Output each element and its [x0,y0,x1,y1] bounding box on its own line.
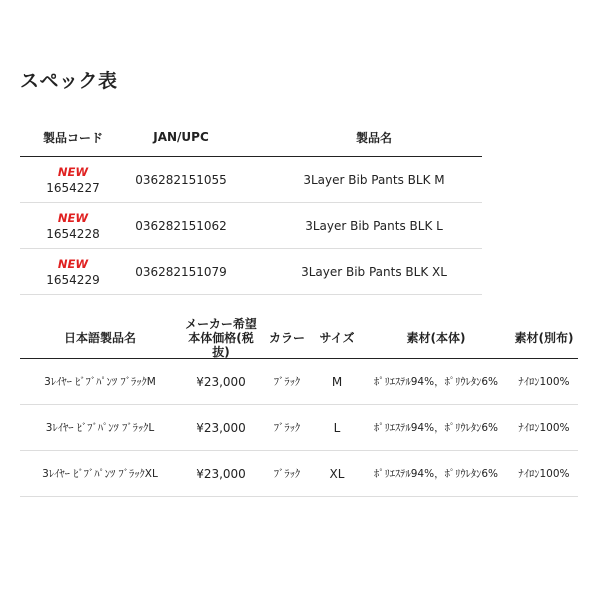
jp-product-name: 3ﾚｲﾔｰ ﾋﾞﾌﾞﾊﾟﾝﾂ ﾌﾞﾗｯｸL [45,422,155,434]
page-title: スペック表 [20,70,118,92]
product-code-table [20,118,482,295]
header-material-other: 素材(別布) [514,331,574,345]
jp-product-name: 3ﾚｲﾔｰ ﾋﾞﾌﾞﾊﾟﾝﾂ ﾌﾞﾗｯｸXL [42,468,158,480]
product-code-cell [20,256,126,288]
header-color: カラー [268,331,305,345]
table-row [20,405,578,451]
color: ﾌﾞﾗｯｸ [273,468,301,480]
new-badge: NEW [57,210,89,225]
material-main: ﾎﾟﾘｴｽﾃﾙ94%，ﾎﾟﾘｳﾚﾀﾝ6% [374,468,498,480]
color: ﾌﾞﾗｯｸ [273,376,301,388]
color: ﾌﾞﾗｯｸ [273,422,301,434]
header-jan-upc: JAN/UPC [153,130,209,144]
jan-code: 036282151062 [135,218,227,233]
header-product-name: 製品名 [355,130,392,145]
header-price-line1: メーカー希望 [185,317,257,331]
price: ¥23,000 [196,420,246,435]
size: L [333,420,341,435]
jan-code: 036282151079 [135,264,227,279]
product-code: 1654229 [46,272,100,287]
product-code-cell [20,210,126,242]
material-main: ﾎﾟﾘｴｽﾃﾙ94%，ﾎﾟﾘｳﾚﾀﾝ6% [374,376,498,388]
price: ¥23,000 [196,466,246,481]
product-code: 1654227 [46,180,100,195]
new-badge: NEW [57,256,89,271]
table-row [20,203,482,249]
material-other: ﾅｲﾛﾝ100% [518,468,570,480]
header-price-line2: 本体価格(税抜) [188,331,254,359]
material-other: ﾅｲﾛﾝ100% [518,422,570,434]
product-name: 3Layer Bib Pants BLK L [305,218,443,233]
table-header [20,318,578,359]
jp-product-name: 3ﾚｲﾔｰ ﾋﾞﾌﾞﾊﾟﾝﾂ ﾌﾞﾗｯｸM [44,376,156,388]
header-material-main: 素材(本体) [406,331,466,345]
header-price [180,317,262,359]
new-badge: NEW [57,164,89,179]
material-other: ﾅｲﾛﾝ100% [518,376,570,388]
product-name: 3Layer Bib Pants BLK M [303,172,445,187]
size: M [331,374,343,389]
jan-code: 036282151055 [135,172,227,187]
header-size: サイズ [319,331,355,345]
table-row [20,359,578,405]
product-code: 1654228 [46,226,100,241]
price: ¥23,000 [196,374,246,389]
size: XL [329,466,345,481]
product-name: 3Layer Bib Pants BLK XL [301,264,447,279]
header-jp-name: 日本語製品名 [63,331,136,345]
spec-table [20,318,578,497]
table-row [20,157,482,203]
table-row [20,249,482,295]
table-header [20,118,482,157]
material-main: ﾎﾟﾘｴｽﾃﾙ94%，ﾎﾟﾘｳﾚﾀﾝ6% [374,422,498,434]
header-product-code: 製品コード [42,130,103,145]
product-code-cell [20,164,126,196]
table-row [20,451,578,497]
